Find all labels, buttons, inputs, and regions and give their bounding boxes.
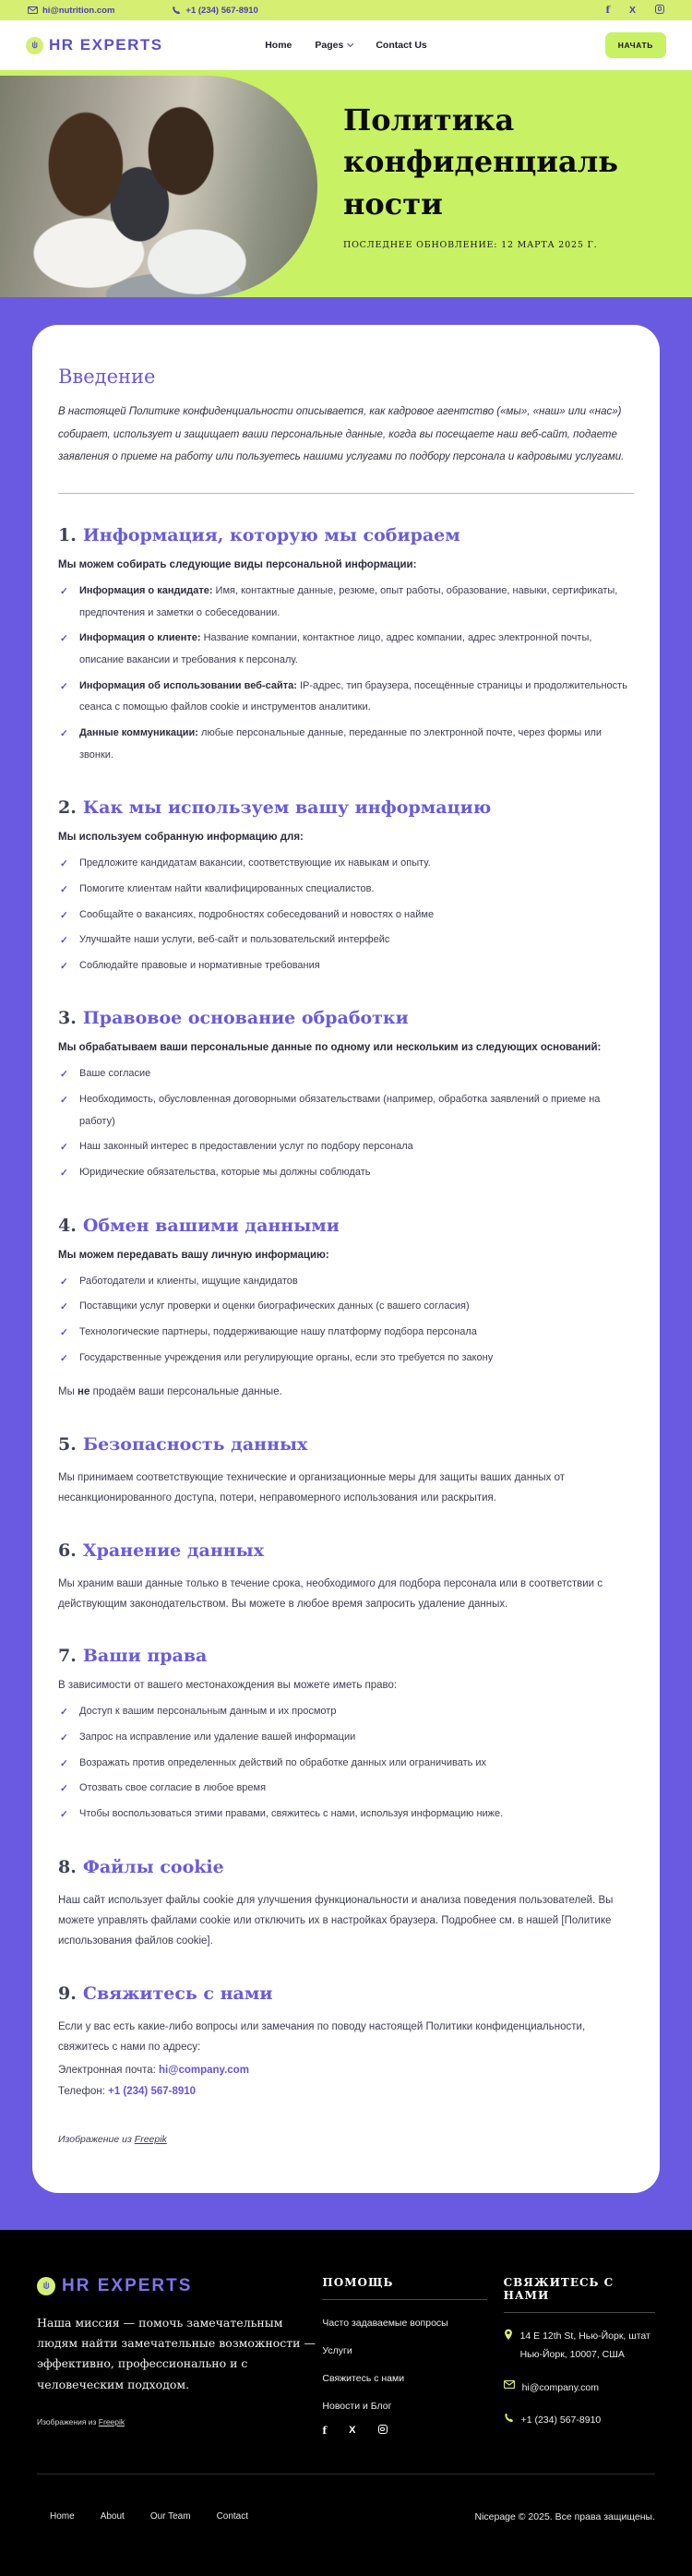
facebook-icon[interactable]: f: [605, 5, 610, 16]
section-title: Правовое основание обработки: [82, 1008, 409, 1029]
bullet-item: ✓ Информация об использовании веб-сайта: IP-адрес, тип браузера, посещённые страницы и продолжительность сеанса с помощью файлов cookie и инструментов аналитики.: [58, 676, 634, 719]
brand-logo[interactable]: [26, 36, 163, 54]
section-lead: В зависимости от вашего местонахождения вы можете иметь право:: [58, 1680, 398, 1692]
bullet-list: [58, 1063, 634, 1183]
section-title: Файлы cookie: [82, 1856, 224, 1877]
nav-item-contact-us[interactable]: Contact Us: [376, 40, 427, 51]
chevron-down-icon: [347, 41, 353, 47]
start-button[interactable]: НАЧАТЬ: [605, 32, 666, 58]
last-updated-label: ПОСЛЕДНЕЕ ОБНОВЛЕНИЕ: 12 МАРТА 2025 Г.: [343, 240, 598, 251]
section-title: Ваши права: [82, 1646, 208, 1667]
x-twitter-icon[interactable]: X: [349, 2425, 356, 2437]
bullet-item: ✓ Чтобы воспользоваться этими правами, свяжитесь с нами, используя информацию ниже.: [58, 1803, 634, 1826]
section-number: 9.: [58, 1983, 77, 2004]
section-number: 7.: [58, 1646, 77, 1667]
section-body: Если у вас есть какие-либо вопросы или замечания по поводу настоящей Политики конфиденциальности, свяжитесь с нами по адресу:: [58, 2020, 586, 2054]
footer-link-свяжитесь-с-нами[interactable]: Свяжитесь с нами: [322, 2372, 405, 2384]
policy-section-1: [58, 525, 634, 766]
footer-mission: Наша миссия — помочь замечательным людям найти замечательные возможности — эффективно, профессионально и с человеческим подходом.: [37, 2315, 316, 2391]
bullet-list: [58, 581, 634, 766]
instagram-icon[interactable]: [378, 2425, 388, 2437]
footer-contact-column: [504, 2276, 655, 2437]
main-section: [0, 297, 692, 2230]
footer-image-credit: [37, 2417, 316, 2426]
page-title: Политика конфиденциальности: [343, 102, 618, 222]
section-body: Мы принимаем соответствующие технические и организационные меры для защиты ваших данных от несанкционированного доступа, потери, неправомерного использования или раскрытия.: [58, 1471, 566, 1504]
main-nav: [265, 40, 427, 51]
section-number: 3.: [58, 1008, 77, 1029]
bottom-link-contact[interactable]: Contact: [216, 2511, 249, 2522]
bullet-item: ✓ Юридические обязательства, которые мы должны соблюдать: [58, 1162, 634, 1184]
footer-help-item: [322, 2397, 486, 2414]
footer-link-часто-задаваемые-вопросы[interactable]: Часто задаваемые вопросы: [322, 2317, 448, 2329]
site-footer: [0, 2230, 692, 2576]
bullet-item: ✓ Ваше согласие: [58, 1063, 634, 1085]
brand-name: HR EXPERTS: [49, 36, 163, 54]
nav-item-pages[interactable]: Pages: [315, 40, 352, 51]
bullet-item: ✓ Работодатели и клиенты, ищущие кандидатов: [58, 1271, 634, 1293]
section-number: 6.: [58, 1540, 77, 1561]
section-title: Как мы используем вашу информацию: [82, 797, 492, 819]
footer-credit-text: Изображения из: [37, 2416, 99, 2426]
footer-email: hi@company.com: [521, 2381, 599, 2393]
footer-contact-title: СВЯЖИТЕСЬ С НАМИ: [504, 2276, 655, 2313]
image-credit: [58, 2134, 634, 2145]
policy-section-6: [58, 1540, 634, 1615]
bullet-item: ✓ Поставщики услуг проверки и оценки биографических данных (с вашего согласия): [58, 1296, 634, 1318]
envelope-icon: [28, 6, 38, 14]
footer-brand-column: [37, 2276, 316, 2437]
bullet-item: ✓ Информация о кандидате: Имя, контактные данные, резюме, опыт работы, образование, навыки, сертификаты, предпочтения и заметки о собеседовании.: [58, 581, 634, 624]
copyright: Nicepage © 2025. Все права защищены.: [474, 2510, 655, 2522]
bullet-item: ✓ Улучшайте наши услуги, веб-сайт и пользовательский интерфейс: [58, 929, 634, 952]
bullet-item: ✓ Государственные учреждения или регулирующие органы, если это требуется по закону: [58, 1348, 634, 1370]
topbar-email: hi@nutrition.com: [42, 5, 115, 16]
section-lead: Мы обрабатываем ваши персональные данные по одному или нескольким из следующих оснований:: [58, 1042, 602, 1054]
phone-icon: [504, 2413, 514, 2423]
section-title: Свяжитесь с нами: [82, 1983, 273, 2004]
contact-email-line: Электронная почта: hi@company.com: [58, 2064, 249, 2076]
footer-address: 14 E 12th St, Нью-Йорк, штат Нью-Йорк, 10007, США: [519, 2330, 650, 2361]
footer-address-item: [504, 2327, 655, 2365]
policy-section-2: [58, 797, 634, 976]
map-pin-icon: [504, 2329, 513, 2341]
section-title: Обмен вашими данными: [82, 1215, 340, 1236]
policy-section-4: [58, 1216, 634, 1403]
nav-item-home[interactable]: Home: [265, 40, 292, 51]
footer-brand-logo[interactable]: [37, 2276, 316, 2296]
footer-help-item: [322, 2369, 486, 2386]
section-heading: [58, 797, 634, 818]
footer-socials: [322, 2425, 486, 2437]
contact-email-link[interactable]: hi@company.com: [159, 2064, 249, 2076]
intro-heading: Введение: [58, 365, 156, 388]
bullet-item: ✓ Технологические партнеры, поддерживающие нашу платформу подбора персонала: [58, 1322, 634, 1344]
logo-icon: [26, 37, 43, 54]
hero-photo: [0, 76, 317, 297]
bullet-item: ✓ Информация о клиенте: Название компании, контактное лицо, адрес компании, адрес электронной почты, описание вакансии и требования к персоналу.: [58, 628, 634, 671]
facebook-icon[interactable]: f: [322, 2424, 328, 2437]
section-heading: [58, 1857, 634, 1877]
bullet-item: ✓ Необходимость, обусловленная договорными обязательствами (например, обработка заявлений о приеме на работу): [58, 1089, 634, 1132]
section-heading: [58, 1646, 634, 1666]
bullet-list: [58, 1271, 634, 1370]
section-title: Информация, которую мы собираем: [82, 525, 460, 546]
bullet-item: ✓ Помогите клиентам найти квалифицированных специалистов.: [58, 879, 634, 901]
policy-section-7: [58, 1646, 634, 1825]
bottom-link-home[interactable]: Home: [50, 2511, 75, 2522]
instagram-icon[interactable]: [655, 5, 664, 17]
bullet-item: ✓ Наш законный интерес в предоставлении услуг по подбору персонала: [58, 1136, 634, 1158]
bullet-item: ✓ Сообщайте о вакансиях, подробностях собеседований и новостях о найме: [58, 905, 634, 927]
bullet-item: ✓ Запрос на исправление или удаление вашей информации: [58, 1727, 634, 1749]
footer-link-новости-и-блог[interactable]: Новости и Блог: [322, 2400, 392, 2412]
footer-bottom-links: [50, 2511, 248, 2522]
footer-help-item: [322, 2314, 486, 2330]
section-heading: [58, 1540, 634, 1561]
topbar-phone-link[interactable]: [172, 6, 257, 16]
topbar-socials: [605, 5, 664, 17]
section-number: 1.: [58, 525, 77, 546]
policy-section-3: [58, 1008, 634, 1183]
section-heading: [58, 1434, 634, 1455]
bullet-item: ✓ Предложите кандидатам вакансии, соответствующие их навыкам и опыту.: [58, 853, 634, 875]
x-twitter-icon[interactable]: X: [628, 5, 636, 16]
section-heading: [58, 1008, 634, 1028]
footer-help-links: [322, 2314, 486, 2414]
topbar-email-link[interactable]: [28, 6, 114, 16]
section-body: Мы храним ваши данные только в течение срока, необходимого для подбора персонала или в соответствии с действующим законодательством. Вы можете в любое время запросить удаление данных.: [58, 1577, 603, 1610]
section-heading: [58, 525, 634, 545]
footer-help-title: ПОМОЩЬ: [322, 2276, 486, 2300]
section-number: 2.: [58, 797, 77, 819]
section-note: Мы не продаём ваши персональные данные.: [58, 1386, 282, 1398]
bullet-item: ✓ Доступ к вашим персональным данным и их просмотр: [58, 1701, 634, 1723]
section-title: Хранение данных: [82, 1540, 265, 1561]
section-number: 4.: [58, 1215, 77, 1236]
bullet-item: ✓ Отозвать свое согласие в любое время: [58, 1778, 634, 1800]
intro-text: В настоящей Политике конфиденциальности описывается, как кадровое агентство («мы», «наш» или «нас») собирает, использует и защищает ваши персональные данные, когда вы посещаете наш веб-сайт, подаете заявления о приеме на работу или пользуетесь нашими услугами по подбору персонала и кадровыми услугами.: [58, 406, 625, 463]
bottom-link-about[interactable]: About: [100, 2511, 125, 2522]
bullet-item: ✓ Соблюдайте правовые и нормативные требования: [58, 955, 634, 977]
section-number: 8.: [58, 1856, 77, 1877]
footer-email-link[interactable]: [504, 2378, 655, 2397]
image-credit-text: Изображение из: [58, 2133, 135, 2145]
section-heading: [58, 1983, 634, 2004]
bottom-link-our-team[interactable]: Our Team: [149, 2511, 191, 2522]
section-lead: Мы можем передавать вашу личную информацию:: [58, 1249, 329, 1261]
policy-section-5: [58, 1434, 634, 1509]
footer-help-item: [322, 2342, 486, 2358]
policy-section-9: [58, 1983, 634, 2101]
policy-sections: [58, 525, 634, 2101]
section-body: Наш сайт использует файлы cookie для улучшения функциональности и анализа поведения пользователей. Вы можете управлять файлами cookie или отключить их в настройках браузера. Подробнее см. в нашей [Политике использования файлов cookie].: [58, 1894, 614, 1947]
footer-phone: +1 (234) 567-8910: [520, 2414, 602, 2426]
envelope-icon: [504, 2380, 515, 2389]
contact-phone-link[interactable]: +1 (234) 567-8910: [108, 2085, 197, 2097]
bullet-item: ✓ Данные коммуникации: любые персональные данные, переданные по электронной почте, через формы или звонки.: [58, 723, 634, 766]
contact-phone-line: Телефон: +1 (234) 567-8910: [58, 2085, 197, 2097]
bullet-list: [58, 853, 634, 976]
policy-card: [32, 325, 660, 2193]
footer-logo-icon: [37, 2277, 55, 2295]
footer-link-услуги[interactable]: Услуги: [322, 2344, 352, 2356]
site-header: [0, 20, 692, 70]
phone-icon: [172, 6, 181, 15]
section-heading: [58, 1216, 634, 1236]
section-number: 5.: [58, 1433, 77, 1455]
footer-freepik-link[interactable]: Freepik: [98, 2416, 125, 2426]
footer-bottom-bar: [37, 2474, 655, 2576]
hero-section: [0, 70, 692, 297]
bullet-list: [58, 1701, 634, 1825]
section-lead: Мы используем собранную информацию для:: [58, 832, 304, 844]
section-title: Безопасность данных: [82, 1433, 308, 1455]
footer-phone-link[interactable]: [504, 2411, 655, 2429]
section-divider: [58, 493, 634, 494]
topbar-phone: +1 (234) 567-8910: [185, 5, 258, 16]
topbar: [0, 0, 692, 20]
freepik-link[interactable]: Freepik: [134, 2133, 167, 2145]
bullet-item: ✓ Возражать против определенных действий по обработке данных или ограничивать их: [58, 1753, 634, 1775]
policy-section-8: [58, 1857, 634, 1952]
footer-brand-name: HR EXPERTS: [62, 2275, 193, 2295]
footer-help-column: [322, 2276, 486, 2437]
section-lead: Мы можем собирать следующие виды персональной информации:: [58, 559, 417, 571]
